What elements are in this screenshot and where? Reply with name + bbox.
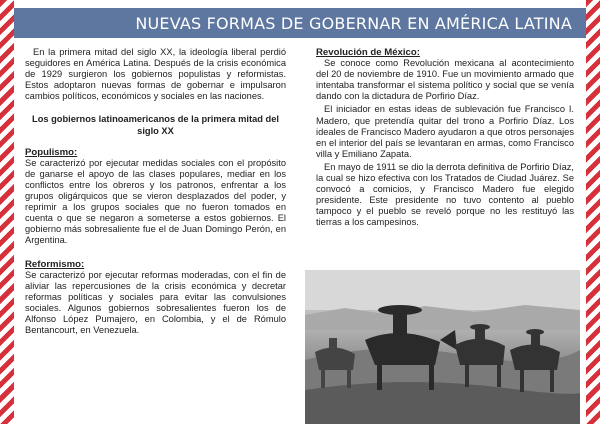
left-column xyxy=(25,47,286,336)
right-stripe-border xyxy=(586,0,600,424)
intro-paragraph: En la primera mitad del siglo XX, la ideología liberal perdió seguidores en América Latina. Después de la crisis económica de 1929 surgieron los gobiernos populistas y reformistas. Estos adoptaron nuevas formas de gobernar e impulsaron cambios políticos, económicos y sociales en las naciones. xyxy=(25,47,286,102)
populismo-paragraph: Se caracterizó por ejecutar medidas sociales con el propósito de ganarse el apoyo de las clases populares, mediar en los conflictos entre los obreros y los patronos, enfrentar a los grupos oligárquicos que se vieron desplazados del poder, y reprimir a los grupos sociales que no fueron tomados en cuenta o que se negaron a someterse a estos gobiernos. El gobierno más sobresaliente fue el de Juan Domingo Perón, en Argentina. xyxy=(25,157,286,246)
populismo-heading: Populismo: xyxy=(25,146,78,158)
revolucion-heading: Revolución de México: xyxy=(316,47,420,58)
reformismo-paragraph: Se caracterizó por ejecutar reformas moderadas, con el fin de aliviar las repercusiones de la crisis económica y decretar reformas políticas y sociales para evitar las convulsiones sociales. Algunos gobiernos sobresalientes fueron los de Alfonso López Pumajero, en Colombia, y el de Rómulo Bentancourt, en Venezuela. xyxy=(25,269,286,336)
revolucion-paragraph-2: El iniciador en estas ideas de sublevación fue Francisco I. Madero, que pretendía quitar del trono a Porfirio Díaz. Los ideales de Francisco Madero ayudaron a que otros personajes en el interior del país se levantaran en armas, como Francisco villa y Emiliano Zapata. xyxy=(316,104,574,159)
right-column xyxy=(316,47,574,229)
header-band xyxy=(14,8,586,38)
cavalry-illustration xyxy=(305,270,580,424)
revolucion-paragraph-1: Se conoce como Revolución mexicana al acontecimiento del 20 de noviembre de 1910. Fue un movimiento armado que intentaba transformar el sistema político y social que se venía dando con la dictadura de Porfirio Díaz. xyxy=(316,58,574,102)
section-title: Los gobiernos latinoamericanos de la primera mitad del siglo XX xyxy=(32,114,279,136)
revolucion-paragraph-3: En mayo de 1911 se dio la derrota definitiva de Porfirio Díaz, la cual se hizo efectiva con los Tratados de Ciudad Juárez. Se convocó a comicios, y Francisco Madero fue elegido presidente. Este presidente no tuvo contento al pueblo tampoco y el pueblo se reveló porque no les restituyó las tierras a los campesinos. xyxy=(316,161,574,228)
reformismo-heading: Reformismo: xyxy=(25,258,85,270)
revolution-photo xyxy=(305,270,580,424)
left-stripe-border xyxy=(0,0,14,424)
page-title: NUEVAS FORMAS DE GOBERNAR EN AMÉRICA LATINA xyxy=(135,14,572,33)
